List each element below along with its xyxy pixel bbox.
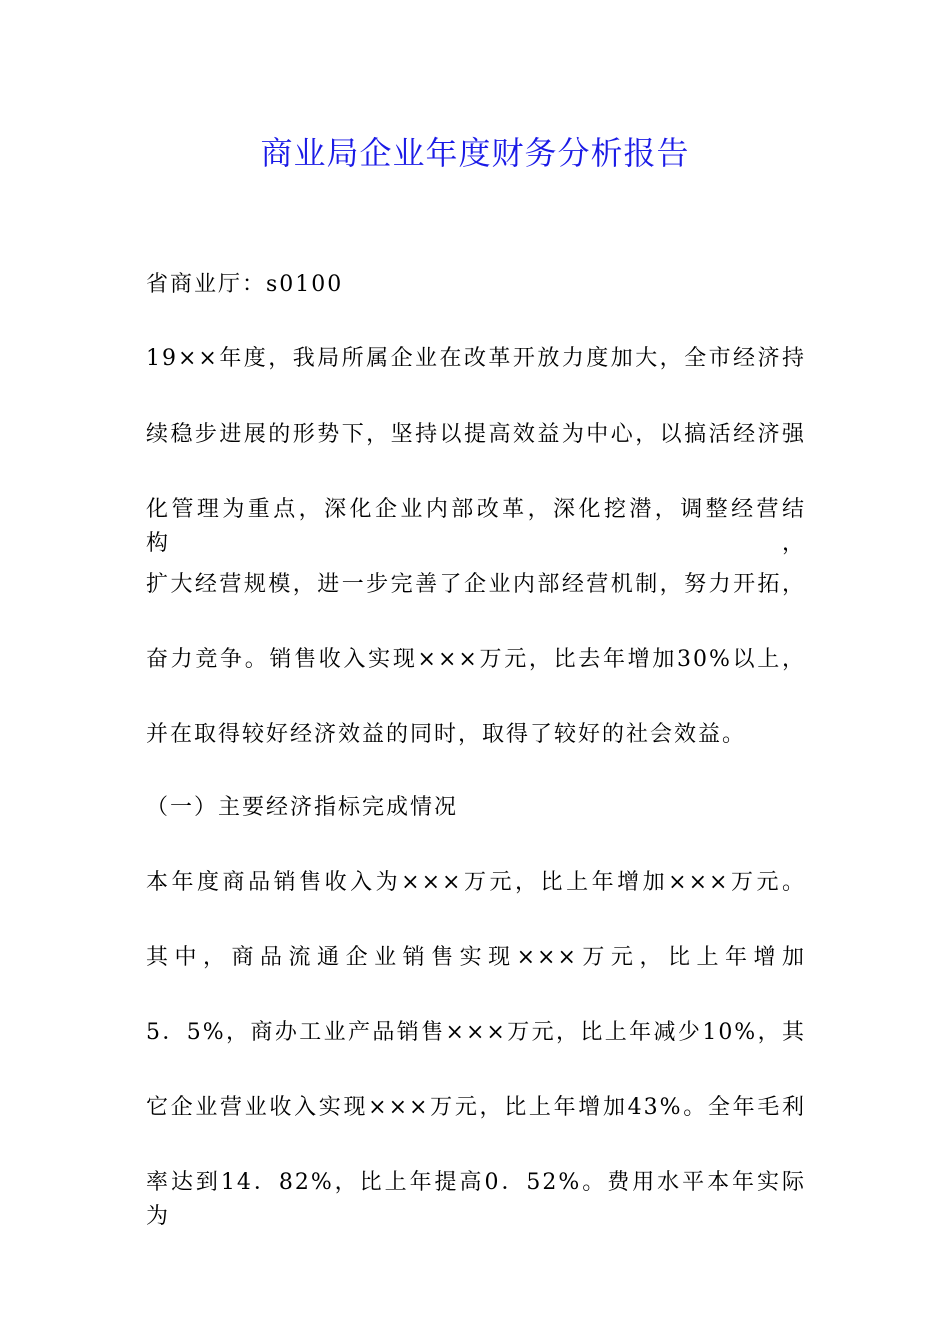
recipient-line: 省商业厅：s0100	[146, 272, 344, 297]
document-title: 商业局企业年度财务分析报告	[260, 134, 690, 172]
body-line: 并在取得较好经济效益的同时，取得了较好的社会效益。	[146, 722, 747, 747]
body-line: 本年度商品销售收入为×××万元，比上年增加×××万元。	[146, 870, 806, 895]
body-line: 其中，商品流通企业销售实现×××万元，比上年增加	[146, 945, 806, 970]
body-line: 扩大经营规模，进一步完善了企业内部经营机制，努力开拓，	[146, 572, 806, 597]
body-line: 奋力竞争。销售收入实现×××万元，比去年增加30%以上，	[146, 647, 806, 672]
section-heading: （一）主要经济指标完成情况	[146, 795, 459, 820]
body-line: 续稳步进展的形势下，坚持以提高效益为中心，以搞活经济强	[146, 422, 806, 447]
body-line: 5．5%，商办工业产品销售×××万元，比上年减少10%，其	[146, 1020, 806, 1045]
body-line: 19××年度，我局所属企业在改革开放力度加大，全市经济持	[146, 346, 806, 371]
body-line: 化管理为重点，深化企业内部改革，深化挖潜，调整经营结构，	[146, 497, 806, 556]
body-line: 它企业营业收入实现×××万元，比上年增加43%。全年毛利	[146, 1095, 806, 1120]
body-line: 率达到14．82%，比上年提高0．52%。费用水平本年实际为	[146, 1170, 806, 1229]
